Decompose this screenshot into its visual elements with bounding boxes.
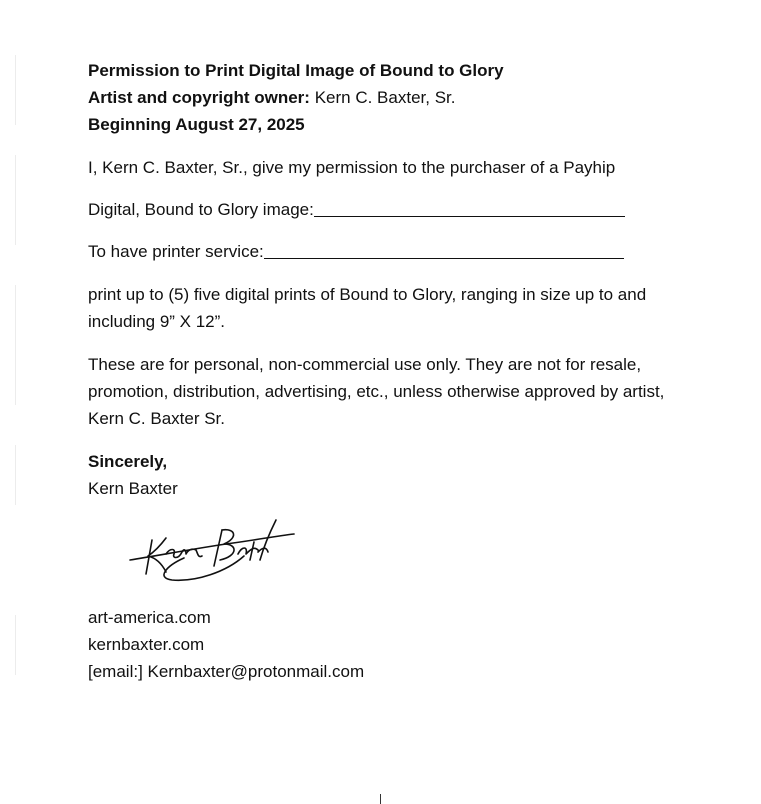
usage-paragraph: These are for personal, non-commercial use only. They are not for resale, promotion, distribution, advertising, etc., unless otherwise approved by artist, Kern C. Baxter Sr. [88,355,665,428]
owner-line [88,84,688,111]
signer-name: Kern Baxter [88,479,178,498]
printer-line [88,238,688,265]
document-title: Permission to Print Digital Image of Bound to Glory [88,61,504,80]
image-line [88,196,688,223]
owner-label: Artist and copyright owner: [88,88,310,107]
intro-line: I, Kern C. Baxter, Sr., give my permission to the purchaser of a Payhip [88,158,616,177]
contact-site2: kernbaxter.com [88,635,205,654]
page-cursor [380,794,381,804]
contact-site1: art-america.com [88,608,211,627]
beginning-date: Beginning August 27, 2025 [88,115,305,134]
margin-marks [15,55,17,705]
document-page [88,57,688,685]
image-line-label: Digital, Bound to Glory image: [88,200,314,219]
salutation: Sincerely, [88,452,168,471]
printer-line-label: To have printer service: [88,242,264,261]
printer-blank [264,242,624,259]
image-blank [314,200,625,217]
prints-paragraph: print up to (5) five digital prints of Bound to Glory, ranging in size up to and including 9” X 12”. [88,285,647,331]
owner-value: Kern C. Baxter, Sr. [309,88,456,107]
signature-image [126,516,300,588]
contact-email: [email:] Kernbaxter@protonmail.com [88,662,365,681]
